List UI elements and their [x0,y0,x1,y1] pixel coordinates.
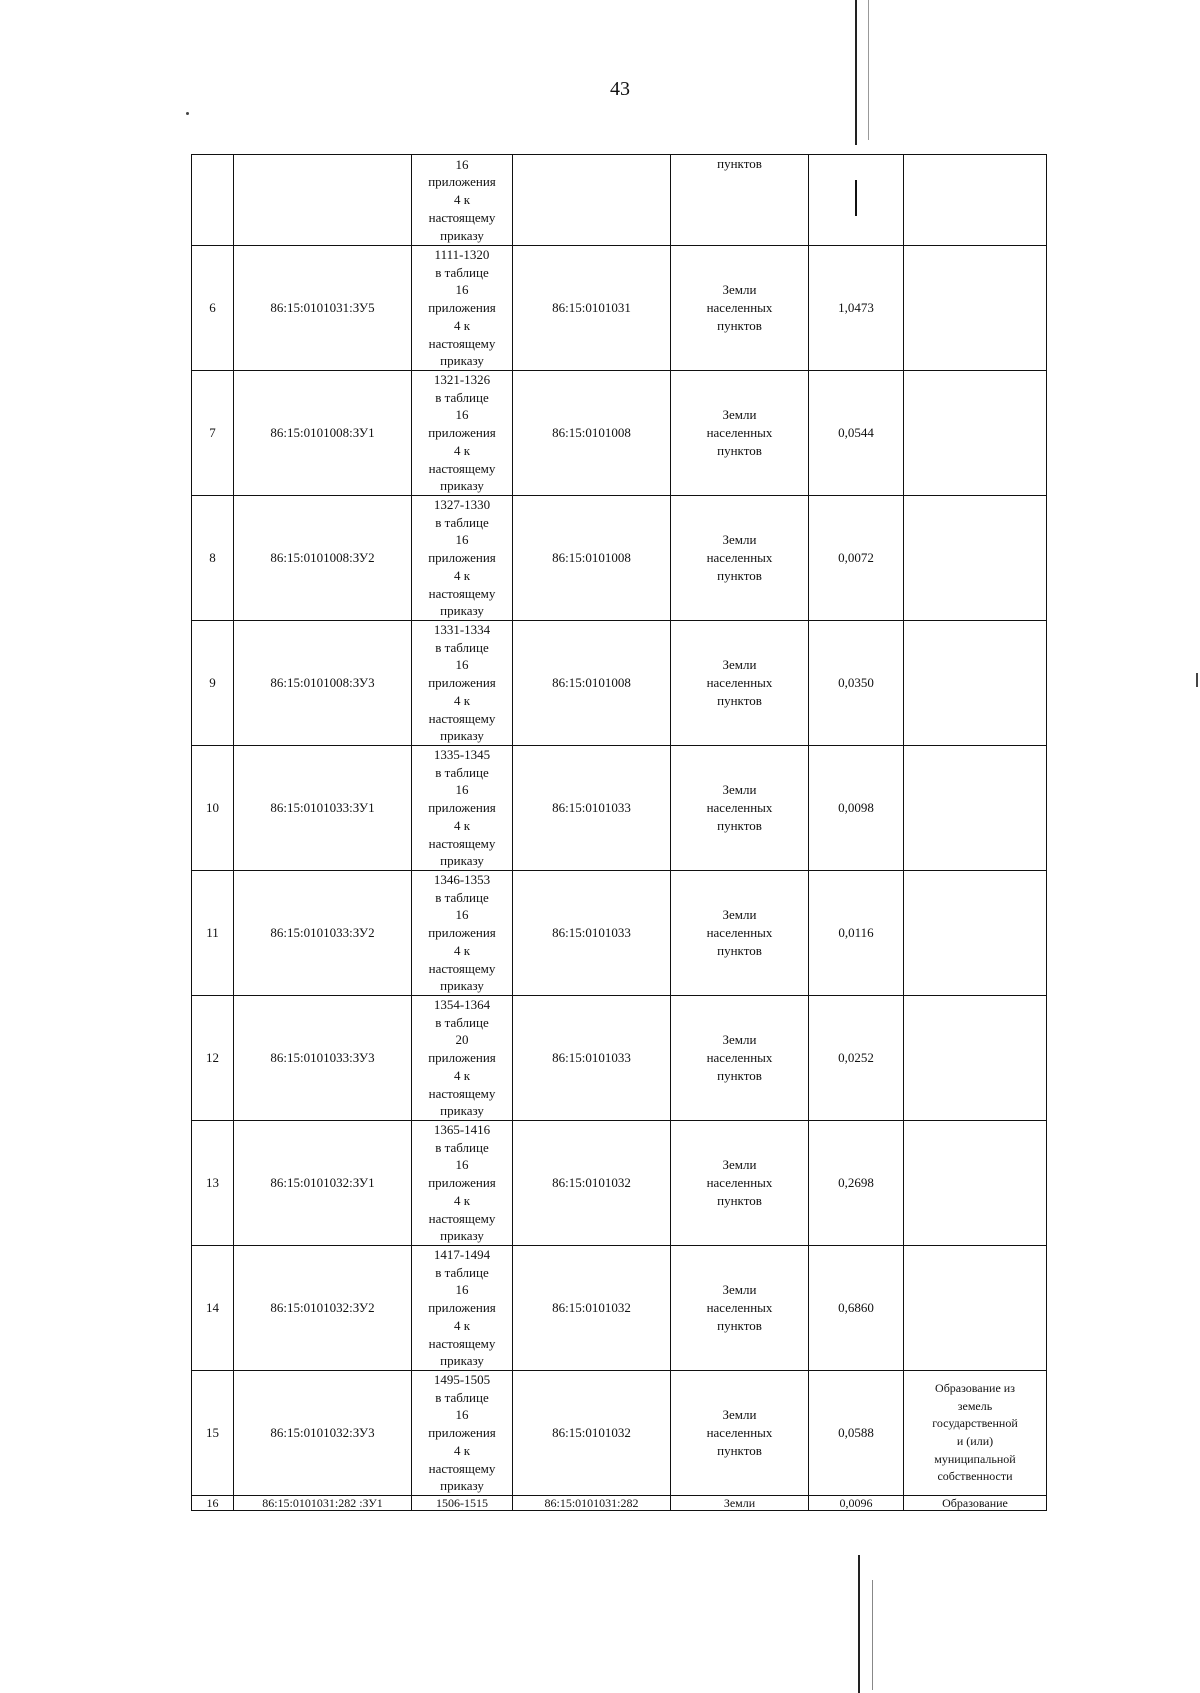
cell-category [671,246,809,371]
reference-line: в таблице [435,639,489,655]
cell-reference: 1506-1515 [412,1496,513,1511]
table-row [192,1246,1047,1371]
cell-number: 8 [192,496,234,621]
cell-number: 16 [192,1496,234,1511]
table-row [192,996,1047,1121]
reference-line: настоящему [428,835,496,851]
reference-line: 16 [455,782,469,798]
category-line: пунктов [717,156,762,171]
reference-lines [414,1121,510,1245]
reference-line: 1365-1416 [433,1122,491,1138]
cell-quarter: 86:15:0101008 [513,496,671,621]
cell-number: 10 [192,746,234,871]
cell-category [671,1246,809,1371]
category-lines [673,1406,806,1459]
reference-line: 4 к [453,692,471,708]
dash-mark [855,180,857,216]
reference-line: настоящему [428,335,496,351]
reference-line: 1321-1326 [433,372,491,388]
reference-line: 4 к [453,942,471,958]
cell-parcel: 86:15:0101031:282 :ЗУ1 [234,1496,412,1511]
cell-parcel: 86:15:0101033:ЗУ2 [234,871,412,996]
reference-line: 16 [455,907,469,923]
reference-line: 1346-1353 [433,872,491,888]
category-lines [673,406,806,459]
scan-speck [186,112,189,115]
reference-line: приложения [428,925,496,941]
reference-line: в таблице [435,889,489,905]
category-line: населенных [706,925,773,941]
category-line: Земли [722,1157,757,1173]
cell-number: 6 [192,246,234,371]
reference-line: 4 к [453,1442,471,1458]
reference-line: в таблице [435,1389,489,1405]
note-line: и (или) [956,1434,994,1448]
category-line: Земли [722,282,757,298]
cell-category [671,1121,809,1246]
reference-line: в таблице [435,1264,489,1280]
reference-line: приложения [428,300,496,316]
cell-reference [412,246,513,371]
cell-quarter: 86:15:0101031 [513,246,671,371]
reference-line: настоящему [428,1460,496,1476]
cell-reference [412,621,513,746]
reference-lines [414,1371,510,1495]
reference-line: приказу [440,1103,484,1119]
reference-line: настоящему [428,710,496,726]
category-line: населенных [706,800,773,816]
cell-parcel: 86:15:0101032:ЗУ1 [234,1121,412,1246]
cell-quarter: 86:15:0101008 [513,371,671,496]
cell-note [904,1121,1047,1246]
cell-quarter: 86:15:0101032 [513,1121,671,1246]
cell-reference [412,1121,513,1246]
reference-line: 4 к [453,1317,471,1333]
reference-line: настоящему [428,1210,496,1226]
reference-line: 4 к [453,567,471,583]
reference-line: в таблице [435,389,489,405]
cell-quarter: 86:15:0101033 [513,871,671,996]
category-line: Земли [722,1407,757,1423]
cell-number: 9 [192,621,234,746]
category-line: населенных [706,425,773,441]
reference-line: приложения [428,1300,496,1316]
cell-number: 15 [192,1371,234,1496]
reference-line: 16 [455,1282,469,1298]
reference-line: 16 [455,1407,469,1423]
page-number: 43 [610,78,630,100]
cell-number: 7 [192,371,234,496]
category-line: пунктов [717,817,762,833]
cell-reference [412,871,513,996]
reference-lines [414,371,510,495]
reference-line: приказу [440,478,484,494]
category-lines [673,1156,806,1209]
reference-line: 1327-1330 [433,497,491,513]
category-line: пунктов [717,942,762,958]
reference-line: 1354-1364 [433,997,491,1013]
cell-reference [412,1246,513,1371]
cell-category [671,996,809,1121]
reference-line: приложения [428,800,496,816]
reference-line: приложения [428,174,496,190]
reference-line: приказу [440,853,484,869]
reference-line: 20 [455,1032,469,1048]
reference-line: приложения [428,550,496,566]
category-line: пунктов [717,1192,762,1208]
reference-line: настоящему [428,1335,496,1351]
cell-area [809,155,904,246]
reference-line: настоящему [428,209,496,225]
cell-parcel: 86:15:0101008:ЗУ2 [234,496,412,621]
cell-note [904,621,1047,746]
category-line: пунктов [717,317,762,333]
cell-category [671,155,809,246]
reference-line: настоящему [428,960,496,976]
category-lines [673,1281,806,1334]
reference-line: 4 к [453,317,471,333]
cell-reference [412,155,513,246]
reference-line: в таблице [435,514,489,530]
scan-edge-line [858,1555,860,1693]
category-lines [673,1031,806,1084]
reference-line: настоящему [428,1085,496,1101]
category-line: населенных [706,1175,773,1191]
cell-note [904,746,1047,871]
category-line: Земли [722,907,757,923]
cell-quarter: 86:15:0101031:282 [513,1496,671,1511]
cell-area: 0,0252 [809,996,904,1121]
note-line: земель [957,1398,993,1413]
reference-line: приказу [440,1228,484,1244]
category-lines [673,155,806,173]
cell-parcel: 86:15:0101032:ЗУ2 [234,1246,412,1371]
cell-area: 0,0098 [809,746,904,871]
reference-lines [414,621,510,745]
cell-number [192,155,234,246]
cell-quarter: 86:15:0101032 [513,1246,671,1371]
reference-line: приказу [440,728,484,744]
category-line: населенных [706,1300,773,1316]
reference-line: в таблице [435,264,489,280]
reference-lines [414,246,510,370]
reference-line: 1495-1505 [433,1372,491,1388]
cell-reference [412,746,513,871]
note-line: собственности [937,1469,1013,1484]
reference-line: приложения [428,425,496,441]
reference-line: 16 [455,156,469,172]
table-row [192,246,1047,371]
category-lines [673,906,806,959]
cell-parcel: 86:15:0101008:ЗУ1 [234,371,412,496]
table-row [192,155,1047,246]
category-line: пунктов [717,1067,762,1083]
cell-number: 12 [192,996,234,1121]
reference-lines [414,746,510,870]
note-lines [906,1380,1044,1486]
category-lines [673,781,806,834]
cell-area: 0,0096 [809,1496,904,1511]
cell-category [671,371,809,496]
category-line: Земли [722,657,757,673]
category-line: населенных [706,1050,773,1066]
cell-note [904,155,1047,246]
reference-line: приложения [428,1050,496,1066]
cell-area: 0,0072 [809,496,904,621]
reference-line: 4 к [453,192,471,208]
reference-line: настоящему [428,585,496,601]
cell-parcel: 86:15:0101031:ЗУ5 [234,246,412,371]
reference-line: в таблице [435,764,489,780]
reference-line: 16 [455,282,469,298]
category-line: населенных [706,300,773,316]
table-row [192,871,1047,996]
cell-category [671,871,809,996]
category-line: Земли [722,407,757,423]
reference-line: 1331-1334 [433,622,491,638]
reference-line: приложения [428,1175,496,1191]
cell-note [904,496,1047,621]
reference-line: в таблице [435,1139,489,1155]
cell-note [904,1246,1047,1371]
cell-area: 1,0473 [809,246,904,371]
reference-line: 16 [455,657,469,673]
cell-reference [412,1371,513,1496]
cell-category [671,1371,809,1496]
cell-quarter: 86:15:0101033 [513,996,671,1121]
category-lines [673,281,806,334]
cell-quarter: 86:15:0101008 [513,621,671,746]
category-line: пунктов [717,1317,762,1333]
scan-edge-line [855,0,857,145]
parcel-table [191,154,1047,1511]
table-row [192,1371,1047,1496]
reference-line: 4 к [453,817,471,833]
cell-category [671,621,809,746]
reference-line: приказу [440,353,484,369]
reference-lines [414,1246,510,1370]
reference-lines [414,156,510,245]
note-line: государственной [932,1416,1018,1431]
table-row [192,371,1047,496]
cell-area: 0,0588 [809,1371,904,1496]
cell-category: Земли [671,1496,809,1511]
scan-speck [1196,673,1198,687]
cell-quarter: 86:15:0101032 [513,1371,671,1496]
reference-line: в таблице [435,1014,489,1030]
reference-line: приказу [440,603,484,619]
reference-line: 4 к [453,442,471,458]
cell-category [671,496,809,621]
table-row [192,496,1047,621]
category-line: Земли [722,532,757,548]
category-line: пунктов [717,692,762,708]
reference-line: 1335-1345 [433,747,491,763]
scan-edge-line [868,0,869,140]
reference-line: приказу [440,1478,484,1494]
category-line: населенных [706,1425,773,1441]
reference-line: приложения [428,1425,496,1441]
cell-note [904,371,1047,496]
cell-parcel: 86:15:0101033:ЗУ1 [234,746,412,871]
reference-line: приказу [440,978,484,994]
cell-area: 0,6860 [809,1246,904,1371]
cell-number: 13 [192,1121,234,1246]
cell-parcel: 86:15:0101033:ЗУ3 [234,996,412,1121]
cell-note [904,871,1047,996]
reference-lines [414,496,510,620]
cell-quarter: 86:15:0101033 [513,746,671,871]
cell-area: 0,0544 [809,371,904,496]
cell-number: 14 [192,1246,234,1371]
cell-note: Образование [904,1496,1047,1511]
reference-line: приложения [428,675,496,691]
cell-category [671,746,809,871]
cell-parcel: 86:15:0101032:ЗУ3 [234,1371,412,1496]
reference-lines [414,871,510,995]
category-lines [673,656,806,709]
cell-note [904,1371,1047,1496]
table-row [192,746,1047,871]
reference-line: настоящему [428,460,496,476]
category-line: населенных [706,550,773,566]
cell-reference [412,996,513,1121]
reference-lines [414,996,510,1120]
cell-area: 0,2698 [809,1121,904,1246]
reference-line: 16 [455,407,469,423]
reference-line: 16 [455,1157,469,1173]
cell-quarter [513,155,671,246]
reference-line: 1111-1320 [434,247,490,263]
table-row [192,1496,1047,1511]
cell-area: 0,0350 [809,621,904,746]
reference-line: 16 [455,532,469,548]
category-line: Земли [722,1032,757,1048]
category-lines [673,531,806,584]
reference-line: 1417-1494 [433,1247,491,1263]
category-line: пунктов [717,1442,762,1458]
table-row [192,1121,1047,1246]
reference-line: приказу [440,1353,484,1369]
category-line: Земли [722,782,757,798]
cell-note [904,246,1047,371]
category-line: пунктов [717,442,762,458]
scan-edge-line [872,1580,873,1690]
reference-line: 4 к [453,1067,471,1083]
cell-note [904,996,1047,1121]
table-row [192,621,1047,746]
cell-number: 11 [192,871,234,996]
note-line: муниципальной [934,1451,1016,1466]
cell-area: 0,0116 [809,871,904,996]
cell-parcel: 86:15:0101008:ЗУ3 [234,621,412,746]
cell-reference [412,496,513,621]
category-line: пунктов [717,567,762,583]
reference-line: 4 к [453,1192,471,1208]
reference-line: приказу [440,227,484,243]
note-line: Образование из [935,1380,1015,1395]
category-line: Земли [722,1282,757,1298]
category-line: населенных [706,675,773,691]
cell-parcel [234,155,412,246]
cell-reference [412,371,513,496]
